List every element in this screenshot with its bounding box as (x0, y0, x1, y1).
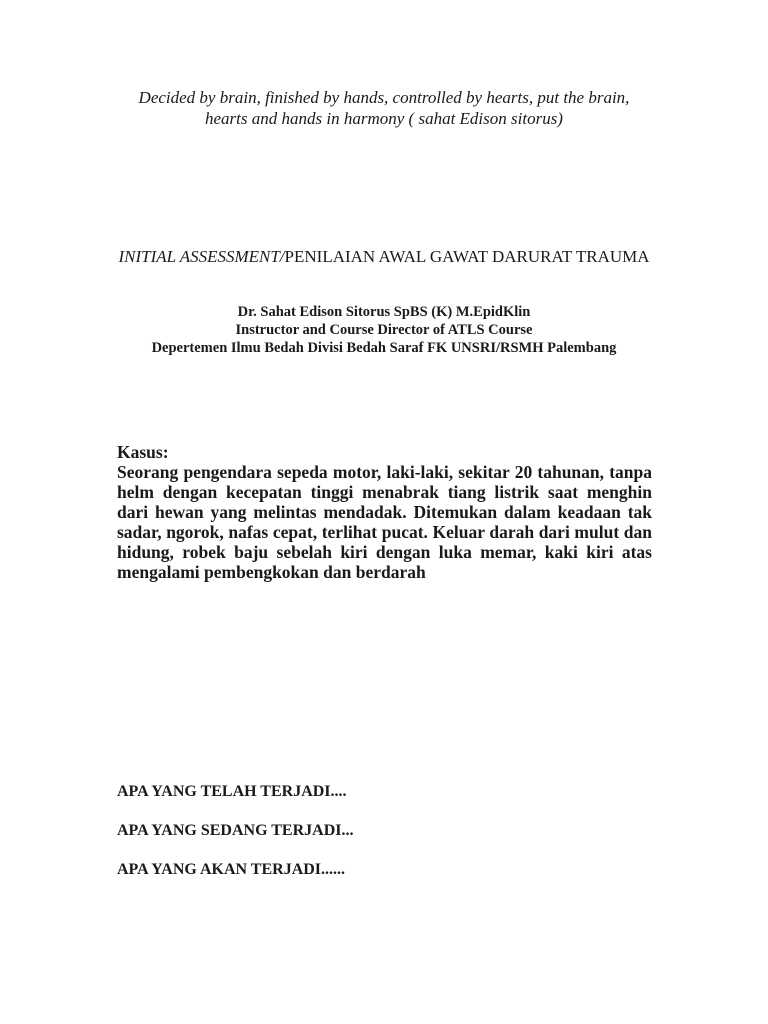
title-italic-part: INITIAL ASSESSMENT/ (118, 247, 285, 266)
question-1: APA YANG TELAH TERJADI.... (117, 783, 347, 800)
epigraph-quote (90, 87, 678, 129)
question-3: APA YANG AKAN TERJADI...... (117, 861, 346, 878)
author-department: Depertemen Ilmu Bedah Divisi Bedah Saraf FK UNSRI/RSMH Palembang (151, 340, 617, 356)
case-label: Kasus: (117, 442, 169, 462)
title-regular-part: PENILAIAN AWAL GAWAT DARURAT TRAUMA (284, 247, 650, 266)
quote-line-2: hearts and hands in harmony ( sahat Edison sitorus) (205, 109, 563, 128)
author-name: Dr. Sahat Edison Sitorus SpBS (K) M.EpidKlin (237, 304, 531, 320)
quote-line-1: Decided by brain, finished by hands, controlled by hearts, put the brain, (138, 88, 630, 107)
author-block (60, 303, 708, 357)
question-2: APA YANG SEDANG TERJADI... (117, 822, 354, 839)
document-title (100, 246, 668, 267)
case-description: Seorang pengendara sepeda motor, laki-laki, sekitar 20 tahunan, tanpa helm dengan kecepatan tinggi menabrak tiang listrik saat menghin dari hewan yang melintas mendadak. Ditemukan dalam keadaan tak sadar, ngorok, nafas cepat, terlihat pucat. Keluar darah dari mulut dan hidung, robek baju sebelah kiri dengan luka memar, kaki kiri atas mengalami pembengkokan dan berdarah (117, 462, 652, 582)
author-role: Instructor and Course Director of ATLS Course (235, 322, 533, 338)
